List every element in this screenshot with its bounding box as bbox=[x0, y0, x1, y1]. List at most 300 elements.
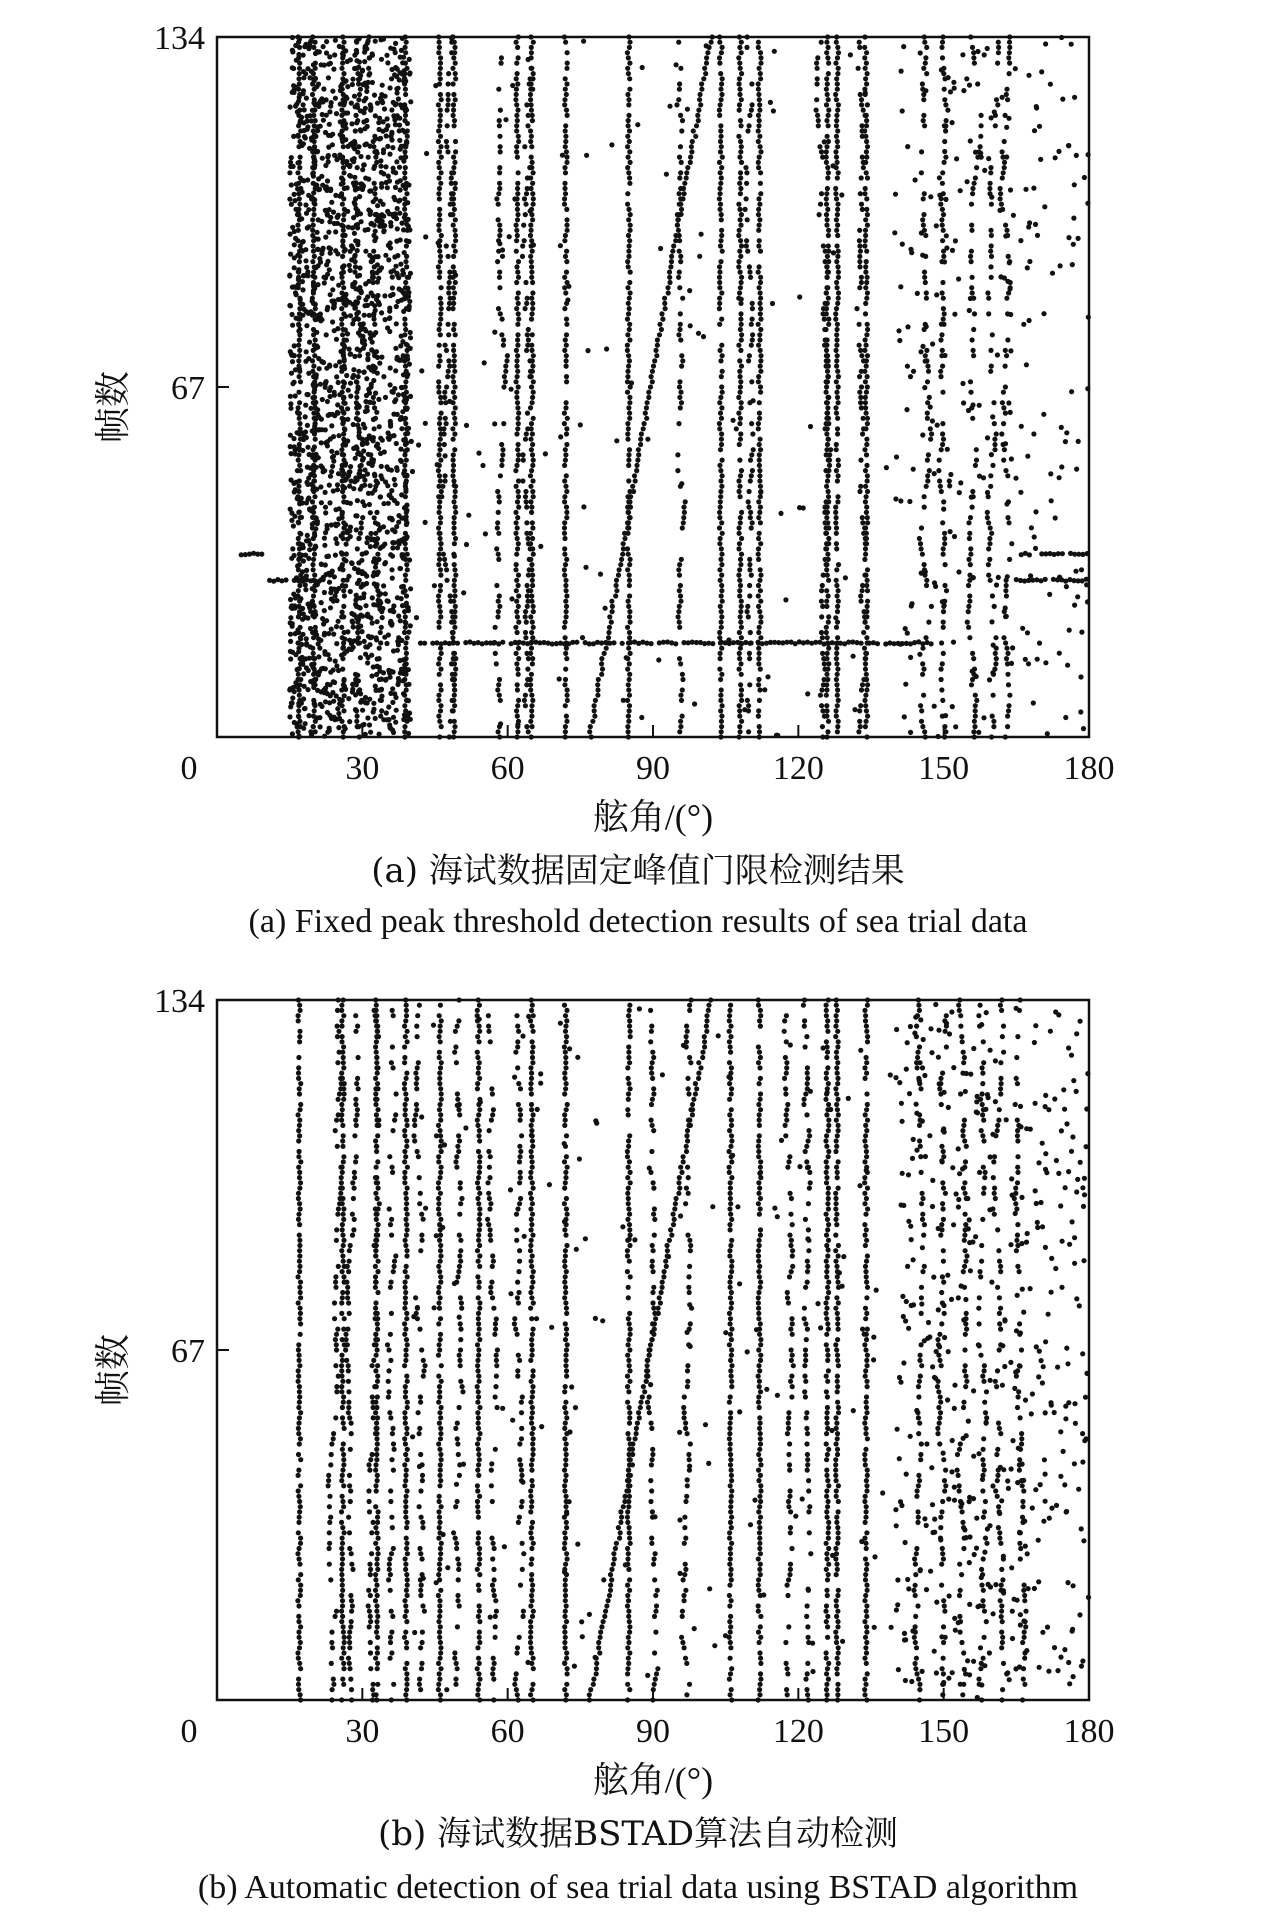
track-point bbox=[564, 364, 569, 369]
clutter-point bbox=[315, 407, 320, 412]
track-point bbox=[737, 358, 742, 363]
clutter-point bbox=[399, 144, 404, 149]
clutter-point bbox=[438, 541, 443, 546]
clutter-point bbox=[857, 343, 862, 348]
track-point bbox=[863, 311, 868, 316]
moving-target-point bbox=[662, 301, 667, 306]
track-point bbox=[719, 729, 724, 734]
clutter-point bbox=[403, 108, 408, 113]
track-point bbox=[514, 76, 519, 81]
clutter-point bbox=[942, 139, 947, 144]
clutter-point bbox=[366, 207, 371, 212]
track-point bbox=[739, 123, 744, 128]
clutter-point bbox=[391, 609, 396, 614]
clutter-point bbox=[449, 609, 454, 614]
clutter-point bbox=[857, 489, 862, 494]
clutter-point bbox=[524, 531, 529, 536]
clutter-point bbox=[861, 358, 866, 363]
clutter-point bbox=[317, 669, 322, 674]
clutter-point bbox=[363, 652, 368, 657]
track-point bbox=[824, 223, 829, 228]
track-point bbox=[834, 646, 839, 651]
clutter-point bbox=[359, 520, 364, 525]
track-point bbox=[835, 322, 840, 327]
track-point bbox=[717, 264, 722, 269]
clutter-point bbox=[336, 619, 341, 624]
clutter-point bbox=[381, 524, 386, 529]
clutter-point bbox=[361, 422, 366, 427]
clutter-point bbox=[970, 290, 975, 295]
clutter-point bbox=[445, 123, 450, 128]
track-point bbox=[516, 275, 521, 280]
clutter-point bbox=[393, 397, 398, 402]
clutter-point bbox=[400, 678, 405, 683]
clutter-point bbox=[979, 113, 984, 118]
moving-target-point bbox=[630, 484, 635, 489]
track-point bbox=[758, 635, 763, 640]
track-point bbox=[627, 181, 632, 186]
track-point bbox=[835, 175, 840, 180]
track-point bbox=[627, 609, 632, 614]
clutter-point bbox=[391, 47, 396, 52]
track-point bbox=[452, 562, 457, 567]
clutter-point bbox=[745, 609, 750, 614]
track-point bbox=[402, 170, 407, 175]
track-point bbox=[825, 175, 830, 180]
clutter-point bbox=[327, 207, 332, 212]
track-point bbox=[516, 170, 521, 175]
track-point bbox=[626, 552, 631, 557]
clutter-point bbox=[750, 431, 755, 436]
track-point bbox=[836, 170, 841, 175]
track-point bbox=[834, 677, 839, 682]
clutter-point bbox=[324, 332, 329, 337]
clutter-point bbox=[988, 473, 993, 478]
track-point bbox=[863, 552, 868, 557]
track-point bbox=[625, 66, 630, 71]
clutter-point bbox=[376, 120, 381, 125]
clutter-point bbox=[968, 562, 973, 567]
clutter-point bbox=[523, 609, 528, 614]
track-point bbox=[563, 599, 568, 604]
track-point bbox=[717, 322, 722, 327]
clutter-point bbox=[325, 443, 330, 448]
track-point bbox=[515, 374, 520, 379]
clutter-point bbox=[529, 66, 534, 71]
track-point bbox=[438, 400, 443, 405]
clutter-point bbox=[863, 113, 868, 118]
clutter-point bbox=[822, 343, 827, 348]
track-point bbox=[438, 311, 443, 316]
clutter-point bbox=[941, 317, 946, 322]
clutter-point bbox=[310, 586, 315, 591]
clutter-point bbox=[333, 363, 338, 368]
clutter-point bbox=[371, 275, 376, 280]
clutter-point bbox=[363, 249, 368, 254]
clutter-point bbox=[920, 672, 925, 677]
clutter-point bbox=[302, 434, 307, 439]
track-point bbox=[296, 708, 301, 713]
clutter-point bbox=[448, 599, 453, 604]
track-point bbox=[437, 217, 442, 222]
clutter-point bbox=[677, 238, 682, 243]
track-point bbox=[562, 165, 567, 170]
track-point bbox=[515, 212, 520, 217]
track-point bbox=[436, 139, 441, 144]
clutter-point bbox=[677, 202, 682, 207]
clutter-point bbox=[497, 134, 502, 139]
track-point bbox=[341, 588, 346, 593]
clutter-point bbox=[493, 651, 498, 656]
track-point bbox=[719, 175, 724, 180]
moving-target-point bbox=[633, 478, 638, 483]
track-point bbox=[717, 463, 722, 468]
clutter-point bbox=[391, 603, 396, 608]
clutter-point bbox=[448, 275, 453, 280]
clutter-point bbox=[989, 364, 994, 369]
clutter-point bbox=[996, 575, 1001, 580]
clutter-point bbox=[404, 508, 409, 513]
clutter-point bbox=[308, 38, 313, 43]
clutter-point bbox=[299, 115, 304, 120]
clutter-point bbox=[366, 177, 371, 182]
clutter-point bbox=[903, 626, 908, 631]
clutter-point bbox=[325, 399, 330, 404]
clutter-point bbox=[293, 207, 298, 212]
track-point bbox=[717, 285, 722, 290]
track-point bbox=[834, 578, 839, 583]
clutter-point bbox=[362, 59, 367, 64]
clutter-point bbox=[365, 612, 370, 617]
track-point bbox=[310, 499, 315, 504]
track-point bbox=[295, 223, 300, 228]
clutter-point bbox=[859, 280, 864, 285]
clutter-point bbox=[393, 695, 398, 700]
clutter-point bbox=[746, 499, 751, 504]
clutter-point bbox=[379, 181, 384, 186]
track-point bbox=[757, 452, 762, 457]
track-point bbox=[562, 348, 567, 353]
clutter-point bbox=[299, 143, 304, 148]
track-point bbox=[625, 421, 630, 426]
track-point bbox=[438, 55, 443, 60]
clutter-point bbox=[817, 144, 822, 149]
clutter-point bbox=[311, 274, 316, 279]
clutter-point bbox=[316, 82, 321, 87]
clutter-point bbox=[386, 704, 391, 709]
track-point bbox=[562, 196, 567, 201]
moving-target-point bbox=[599, 661, 604, 666]
track-point bbox=[436, 50, 441, 55]
clutter-point bbox=[442, 395, 447, 400]
clutter-point bbox=[496, 531, 501, 536]
track-point bbox=[864, 505, 869, 510]
track-point bbox=[437, 45, 442, 50]
track-point bbox=[627, 416, 632, 421]
track-point bbox=[530, 217, 535, 222]
clutter-point bbox=[494, 583, 499, 588]
track-point bbox=[528, 437, 533, 442]
clutter-point bbox=[396, 199, 401, 204]
clutter-point bbox=[970, 505, 975, 510]
track-point bbox=[628, 557, 633, 562]
clutter-point bbox=[1003, 233, 1008, 238]
clutter-point bbox=[301, 696, 306, 701]
track-point bbox=[437, 656, 442, 661]
track-point bbox=[826, 614, 831, 619]
clutter-point bbox=[450, 677, 455, 682]
clutter-point bbox=[503, 369, 508, 374]
clutter-point bbox=[331, 67, 336, 72]
clutter-point bbox=[505, 353, 510, 358]
track-point bbox=[737, 651, 742, 656]
track-point bbox=[720, 531, 725, 536]
track-point bbox=[739, 635, 744, 640]
clutter-point bbox=[446, 285, 451, 290]
clutter-point bbox=[826, 364, 831, 369]
track-point bbox=[297, 165, 302, 170]
track-point bbox=[719, 625, 724, 630]
clutter-point bbox=[827, 452, 832, 457]
clutter-point bbox=[675, 217, 680, 222]
clutter-point bbox=[295, 160, 300, 165]
clutter-point bbox=[364, 118, 369, 123]
clutter-point bbox=[354, 682, 359, 687]
moving-target-point bbox=[696, 108, 701, 113]
clutter-point bbox=[372, 264, 377, 269]
clutter-point bbox=[407, 557, 412, 562]
track-point bbox=[757, 473, 762, 478]
clutter-point bbox=[355, 248, 360, 253]
clutter-point bbox=[859, 384, 864, 389]
track-point bbox=[718, 170, 723, 175]
track-point bbox=[758, 573, 763, 578]
clutter-point bbox=[941, 625, 946, 630]
clutter-point bbox=[918, 50, 923, 55]
track-point bbox=[626, 207, 631, 212]
clutter-point bbox=[958, 188, 963, 193]
clutter-point bbox=[749, 473, 754, 478]
track-point bbox=[720, 703, 725, 708]
clutter-point bbox=[381, 202, 386, 207]
moving-target-point bbox=[596, 677, 601, 682]
clutter-point bbox=[678, 661, 683, 666]
track-point bbox=[717, 421, 722, 426]
clutter-point bbox=[396, 520, 401, 525]
track-point bbox=[564, 510, 569, 515]
track-point bbox=[530, 118, 535, 123]
clutter-point bbox=[968, 138, 973, 143]
clutter-point bbox=[358, 87, 363, 92]
track-point bbox=[626, 71, 631, 76]
track-point bbox=[626, 249, 631, 254]
track-point bbox=[453, 217, 458, 222]
clutter-point bbox=[1002, 165, 1007, 170]
clutter-point bbox=[924, 583, 929, 588]
track-point bbox=[564, 473, 569, 478]
clutter-point bbox=[531, 40, 536, 45]
clutter-point bbox=[289, 371, 294, 376]
clutter-point bbox=[950, 120, 955, 125]
track-point bbox=[516, 458, 521, 463]
clutter-point bbox=[969, 249, 974, 254]
track-point bbox=[833, 510, 838, 515]
track-point bbox=[864, 635, 869, 640]
clutter-point bbox=[359, 558, 364, 563]
moving-target-point bbox=[682, 191, 687, 196]
clutter-point bbox=[399, 426, 404, 431]
track-point bbox=[340, 254, 345, 259]
clutter-point bbox=[922, 562, 927, 567]
clutter-point bbox=[864, 541, 869, 546]
clutter-point bbox=[524, 505, 529, 510]
track-point bbox=[531, 416, 536, 421]
clutter-point bbox=[499, 332, 504, 337]
track-point bbox=[515, 296, 520, 301]
clutter-point bbox=[292, 489, 297, 494]
track-point bbox=[834, 306, 839, 311]
track-point bbox=[453, 249, 458, 254]
clutter-point bbox=[823, 546, 828, 551]
clutter-point bbox=[522, 196, 527, 201]
moving-target-point bbox=[636, 447, 641, 452]
clutter-point bbox=[681, 515, 686, 520]
track-point bbox=[626, 113, 631, 118]
clutter-point bbox=[384, 133, 389, 138]
moving-target-point bbox=[592, 714, 597, 719]
clutter-point bbox=[522, 698, 527, 703]
clutter-point bbox=[380, 615, 385, 620]
clutter-point bbox=[680, 118, 685, 123]
clutter-point bbox=[857, 708, 862, 713]
clutter-point bbox=[405, 200, 410, 205]
clutter-point bbox=[496, 557, 501, 562]
track-point bbox=[834, 123, 839, 128]
track-point bbox=[834, 337, 839, 342]
clutter-point bbox=[448, 202, 453, 207]
clutter-point bbox=[340, 51, 345, 56]
clutter-point bbox=[442, 431, 447, 436]
clutter-point bbox=[818, 693, 823, 698]
clutter-point bbox=[525, 343, 530, 348]
clutter-point bbox=[824, 400, 829, 405]
clutter-point bbox=[350, 687, 355, 692]
clutter-point bbox=[338, 102, 343, 107]
track-point bbox=[339, 322, 344, 327]
clutter-point bbox=[371, 369, 376, 374]
moving-target-point bbox=[622, 531, 627, 536]
clutter-point bbox=[675, 452, 680, 457]
clutter-point bbox=[373, 716, 378, 721]
clutter-point bbox=[318, 382, 323, 387]
clutter-point bbox=[318, 724, 323, 729]
track-point bbox=[718, 243, 723, 248]
track-point bbox=[824, 599, 829, 604]
clutter-point bbox=[968, 390, 973, 395]
clutter-point bbox=[750, 317, 755, 322]
track-point bbox=[718, 656, 723, 661]
track-point bbox=[451, 223, 456, 228]
clutter-point bbox=[524, 651, 529, 656]
clutter-point bbox=[355, 71, 360, 76]
track-point bbox=[718, 698, 723, 703]
clutter-point bbox=[967, 599, 972, 604]
track-point bbox=[627, 583, 632, 588]
clutter-point bbox=[678, 144, 683, 149]
clutter-point bbox=[522, 144, 527, 149]
track-point bbox=[737, 45, 742, 50]
clutter-point bbox=[307, 452, 312, 457]
track-point bbox=[403, 646, 408, 651]
clutter-point bbox=[824, 421, 829, 426]
track-point bbox=[719, 384, 724, 389]
track-point bbox=[719, 593, 724, 598]
track-point bbox=[739, 332, 744, 337]
track-point bbox=[402, 317, 407, 322]
clutter-point bbox=[306, 713, 311, 718]
clutter-point bbox=[816, 123, 821, 128]
track-point bbox=[564, 426, 569, 431]
track-point bbox=[453, 61, 458, 66]
track-point bbox=[528, 139, 533, 144]
clutter-point bbox=[523, 494, 528, 499]
track-point bbox=[436, 160, 441, 165]
clutter-point bbox=[368, 483, 373, 488]
moving-target-point bbox=[616, 573, 621, 578]
clutter-point bbox=[364, 540, 369, 545]
track-point bbox=[530, 311, 535, 316]
clutter-point bbox=[332, 328, 337, 333]
clutter-point bbox=[499, 55, 504, 60]
track-point bbox=[515, 729, 520, 734]
clutter-point bbox=[905, 144, 910, 149]
clutter-point bbox=[857, 322, 862, 327]
clutter-point bbox=[395, 545, 400, 550]
clutter-point bbox=[497, 677, 502, 682]
clutter-point bbox=[390, 145, 395, 150]
track-point bbox=[341, 604, 346, 609]
track-point bbox=[626, 102, 631, 107]
track-point bbox=[739, 687, 744, 692]
clutter-point bbox=[1004, 656, 1009, 661]
clutter-point bbox=[683, 499, 688, 504]
clutter-point bbox=[379, 57, 384, 62]
clutter-point bbox=[746, 703, 751, 708]
track-point bbox=[825, 729, 830, 734]
clutter-point bbox=[1076, 236, 1081, 241]
clutter-point bbox=[919, 149, 924, 154]
track-point bbox=[450, 635, 455, 640]
track-point bbox=[757, 458, 762, 463]
clutter-point bbox=[381, 501, 386, 506]
clutter-point bbox=[987, 541, 992, 546]
clutter-point bbox=[364, 376, 369, 381]
track-point bbox=[564, 332, 569, 337]
track-point bbox=[562, 525, 567, 530]
clutter-point bbox=[307, 547, 312, 552]
moving-target-point bbox=[631, 489, 636, 494]
clutter-point bbox=[357, 578, 362, 583]
clutter-point bbox=[819, 588, 824, 593]
clutter-point bbox=[405, 372, 410, 377]
clutter-point bbox=[682, 510, 687, 515]
clutter-point bbox=[677, 620, 682, 625]
track-point bbox=[719, 343, 724, 348]
track-point bbox=[628, 651, 633, 656]
clutter-point bbox=[970, 191, 975, 196]
clutter-point bbox=[863, 651, 868, 656]
track-point bbox=[515, 499, 520, 504]
